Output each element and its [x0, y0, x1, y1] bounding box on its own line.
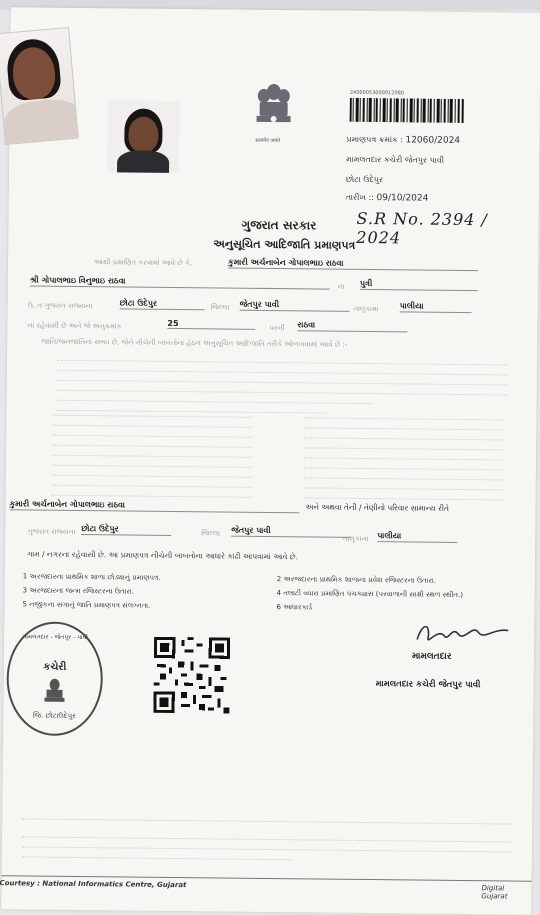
seal-center-text: કચેરી [43, 661, 67, 673]
relation-label: ના [337, 282, 345, 291]
village: છોટા ઉદેપુર [120, 298, 205, 310]
certify-label: આથી પ્રમાણિત કરવામાં આવે છે કે, [94, 258, 193, 268]
district: જેતપુર પાવી [240, 300, 350, 312]
village-2: છોટા ઉદેપુર [81, 524, 171, 536]
certificate-title: અનુસૂચિત આદિજાતિ પ્રમાણપત્ર [213, 237, 356, 252]
resident-suffix: અને અથવા તેની / તેણીનો પરિવાર સામાન્ય રીતે [305, 502, 450, 513]
taluka-label: તાલુકામાં [353, 304, 379, 314]
certificate-page [1, 7, 540, 915]
qr-code [153, 637, 230, 714]
father-name: શ્રી ગોપાલભાઇ વિનુભાઇ રાઠવા [30, 275, 330, 289]
government-title: ગુજરાત સરકાર [241, 217, 317, 233]
barcode-number: 24000053000012080 [349, 89, 404, 97]
signature-scribble [412, 617, 512, 648]
legal-references-left [52, 406, 253, 498]
legal-references-right [304, 408, 505, 500]
signatory-office: મામલતદાર કચેરી જેતપુર પાવી [375, 679, 481, 691]
footer-credit: Courtesy : National Informatics Centre, Gujarat [0, 879, 187, 890]
barcode [350, 98, 465, 123]
issuer-line-2: છોટા ઉદેપુર [345, 174, 384, 185]
issuer-line-1: મામલતદાર કચેરી જેતપુર પાવી [346, 154, 445, 165]
documents-left [22, 569, 262, 614]
office-seal [6, 621, 103, 736]
document-item: 6 આધારકાર્ડ [276, 603, 313, 612]
footer-right: Digital Gujarat [481, 884, 508, 901]
seal-emblem-icon [40, 678, 68, 706]
document-item: 3 અરજદારના જન્મ રજિસ્ટરના ઉતારા. [22, 586, 135, 596]
cert-number-row [346, 135, 460, 146]
document-item: 1 અરજદારના પ્રાથમિક શાળા છોડ્યાનું પ્રમાણપત્ર. [22, 572, 161, 582]
signatory-title: મામલતદાર [411, 651, 452, 662]
village-label: ઉ. ત ગુજરાત રાજ્યના [27, 301, 93, 311]
serial-label: ના રહેવાસી છે અને જે અનુક્રમાંક [27, 321, 122, 331]
applicant-name: કુમારી અર્ચનાબેન ગોપાલભાઇ રાઠવા [228, 258, 478, 272]
footer-notes [22, 809, 512, 862]
district-2: જેતપુર પાવી [231, 526, 351, 538]
seal-top-text: મામલતદાર - જેતપુર - પાવી [22, 633, 89, 642]
cert-date-label: તારીખ :: [345, 192, 375, 203]
document-item: 2 અરજદારના પ્રાથમિક શાળાના પ્રવેશ રજિસ્ટરના ઉતારા. [276, 575, 437, 585]
documents-right [276, 572, 526, 617]
document-item: 4 તલાટી વ્યારા પ્રમાણિત પંચક્યાસ (પરવાળાની સાક્ષી સ્થળ સ્થીત.) [276, 589, 464, 600]
caste: રાઠવા [297, 320, 407, 332]
district2-label: જિલ્લા [201, 529, 221, 538]
taluka: પાલીયા [400, 301, 472, 313]
document-item: 5 નજીકના સગાનું જાતિ પ્રમાણપત્ર સંલગ્નતા. [22, 600, 151, 610]
taluka-2: પાલીયા [377, 531, 457, 543]
handwritten-serial: S.R No. 2394 / 2024 [356, 208, 488, 248]
seal-bottom-text: જિ. છોટાઉદેપુર [32, 711, 76, 720]
relation: પુત્રી [360, 279, 478, 291]
cert-number: 12060/2024 [405, 135, 461, 146]
closing-line: ગામ / નગરના રહેવાસી છે. આ પ્રમાણપત્ર નીચેની બાબતોના આધારે કાઢી આપવામાં આવે છે. [26, 549, 299, 562]
village2-label: ગુજરાત રાજ્યના [27, 527, 76, 536]
applicant-photo [107, 100, 180, 173]
applicant-passport-photo [0, 27, 79, 145]
emblem-caption: सत्यमेव जयते [255, 137, 280, 145]
resident-name: કુમારી અર્ચનાબેન ગોપાલભાઇ રાઠવા [9, 499, 299, 513]
caste-label: પરની [269, 323, 285, 333]
cert-number-label: પ્રમાણપત્ર ક્રમાંક : [346, 134, 403, 145]
taluka2-label: તાલુકાના [343, 534, 369, 544]
national-emblem-icon [251, 82, 296, 144]
serial-number: 25 [167, 319, 255, 330]
cert-date-row [346, 193, 429, 204]
intro-line: જાતિ/જનજાતિના સભ્ય છે, જેને નીચેની બાબતોના હેઠળ અનુસૂચિત આદિજાતિ તરીકે ઓળખવામાં આવે છે :- [41, 337, 348, 349]
district-label: જિલ્લા [210, 303, 230, 312]
cert-date: 09/10/2024 [376, 193, 429, 204]
